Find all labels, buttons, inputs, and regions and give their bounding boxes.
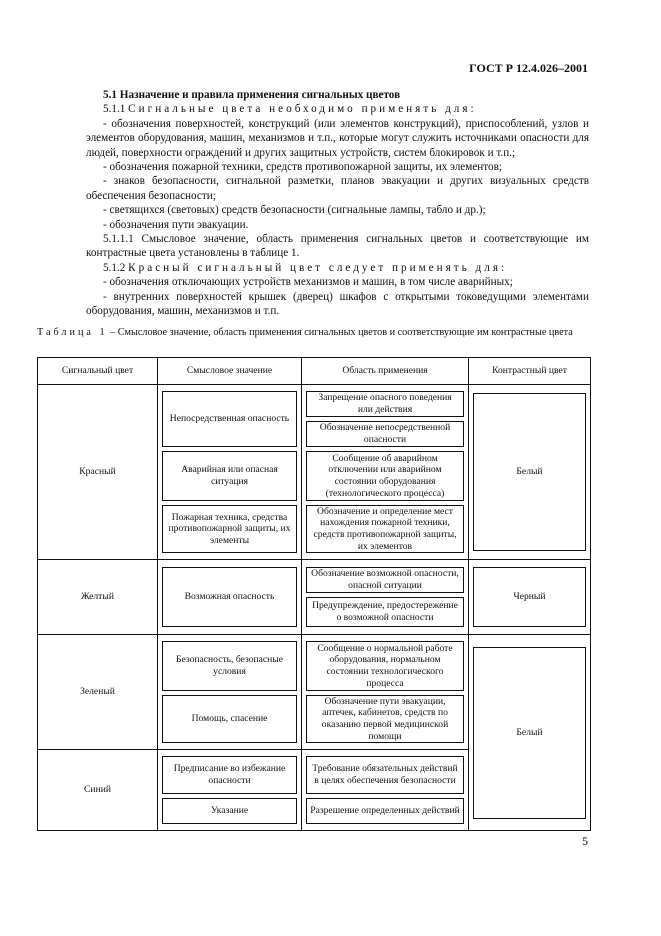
contrast-box: Черный	[473, 567, 586, 627]
contrast-cell	[469, 635, 591, 831]
signal-color-cell	[38, 750, 158, 831]
document-code: ГОСТ Р 12.4.026–2001	[469, 61, 588, 75]
signal-color-blue: Синий	[84, 784, 111, 796]
meaning-box: Возможная опасность	[162, 567, 297, 627]
signal-color-green: Зеленый	[80, 686, 115, 698]
paragraph-number: 5.1.2	[103, 261, 126, 274]
paragraph-5-1-1-1: 5.1.1.1 Смысловое значение, область применения сигнальных цветов и соответствующие им контрастные цвета установлены в таблице 1.	[86, 233, 589, 260]
application-box: Сообщение об аварийном отключении или аварийном состоянии оборудования (технологического процесса)	[306, 451, 464, 501]
signal-color-yellow: Желтый	[81, 591, 114, 603]
list-item: - обозначения пути эвакуации.	[103, 218, 249, 231]
application-box: Обозначение непосредственной опасности	[306, 421, 464, 447]
table-caption	[37, 326, 589, 340]
signal-color-cell	[38, 385, 158, 560]
application-cell	[302, 385, 469, 560]
meaning-box: Предписание во избежание опасности	[162, 756, 297, 794]
application-cell	[302, 750, 469, 831]
caption-label: Таблица 1	[37, 327, 108, 338]
contrast-cell	[469, 560, 591, 635]
list-item: - светящихся (световых) средств безопасности (сигнальные лампы, табло и др.);	[103, 204, 486, 217]
list-item: - обозначения пожарной техники, средств противопожарной защиты, их элементов;	[103, 161, 503, 174]
spaced-text: Красный сигнальный цвет следует применять для:	[128, 261, 508, 274]
column-header: Контрастный цвет	[469, 358, 591, 385]
spaced-text: Сигнальные цвета необходимо применять для:	[128, 103, 477, 116]
meaning-box: Помощь, спасение	[162, 695, 297, 743]
signal-colors-table	[37, 357, 591, 831]
contrast-box: Белый	[473, 393, 586, 551]
application-box: Предупреждение, предостережение о возможной опасности	[306, 597, 464, 627]
application-box: Разрешение определенных действий	[306, 798, 464, 824]
column-header: Область применения	[302, 358, 469, 385]
contrast-box: Белый	[473, 647, 586, 819]
application-cell	[302, 560, 469, 635]
application-box: Требование обязательных действий в целях обеспечения безопасности	[306, 756, 464, 794]
application-box: Обозначение пути эвакуации, аптечек, кабинетов, средств по оказанию первой медицинской помощи	[306, 695, 464, 743]
section-text	[86, 88, 589, 319]
meaning-cell	[158, 635, 302, 750]
contrast-cell	[469, 385, 591, 560]
list-item: - знаков безопасности, сигнальной разметки, планов эвакуации и других визуальных средств обеспечения безопасности;	[86, 175, 589, 202]
meaning-box: Непосредственная опасность	[162, 391, 297, 447]
column-header: Смысловое значение	[158, 358, 302, 385]
table-row	[38, 560, 591, 635]
column-header: Сигнальный цвет	[38, 358, 158, 385]
list-item: - обозначения поверхностей, конструкций (или элементов конструкций), приспособлений, узлов и элементов оборудования, машин, механизмов и т.п., которые могут служить источниками опасности для людей, поверхности ограждений и других защитных устройств, систем блокировок и т.п.;	[86, 117, 589, 159]
meaning-box: Безопасность, безопасные условия	[162, 641, 297, 691]
table-header-row	[38, 358, 591, 385]
meaning-box: Указание	[162, 798, 297, 824]
meaning-box: Пожарная техника, средства противопожарной защиты, их элементы	[162, 505, 297, 553]
paragraph-number: 5.1.1	[103, 103, 126, 116]
application-box: Обозначение возможной опасности, опасной ситуации	[306, 567, 464, 593]
list-item: - обозначения отключающих устройств механизмов и машин, в том числе аварийных;	[103, 276, 513, 289]
section-heading: 5.1 Назначение и правила применения сигнальных цветов	[103, 89, 401, 101]
meaning-cell	[158, 750, 302, 831]
paragraph-5-1-1	[86, 102, 589, 116]
meaning-cell	[158, 385, 302, 560]
application-box: Запрещение опасного поведения или действия	[306, 391, 464, 417]
meaning-box: Аварийная или опасная ситуация	[162, 451, 297, 501]
signal-color-red: Красный	[79, 466, 116, 478]
list-item: - внутренних поверхностей крышек (дверец) шкафов с открытыми токоведущими элементами оборудования, машин, механизмов и т.п.	[86, 290, 589, 318]
signal-color-cell	[38, 560, 158, 635]
table-row	[38, 635, 591, 750]
paragraph-5-1-2	[86, 261, 589, 275]
application-cell	[302, 635, 469, 750]
application-box: Обозначение и определение мест нахождения пожарной техники, средств противопожарной защиты, их элементов	[306, 505, 464, 553]
page-number: 5	[582, 834, 588, 848]
application-box: Сообщение о нормальной работе оборудования, нормальном состоянии технологического процесса	[306, 641, 464, 691]
meaning-cell	[158, 560, 302, 635]
table-row	[38, 385, 591, 560]
signal-color-cell	[38, 635, 158, 750]
caption-text: – Смысловое значение, область применения сигнальных цветов и соответствующие им контрастные цвета	[107, 327, 573, 338]
